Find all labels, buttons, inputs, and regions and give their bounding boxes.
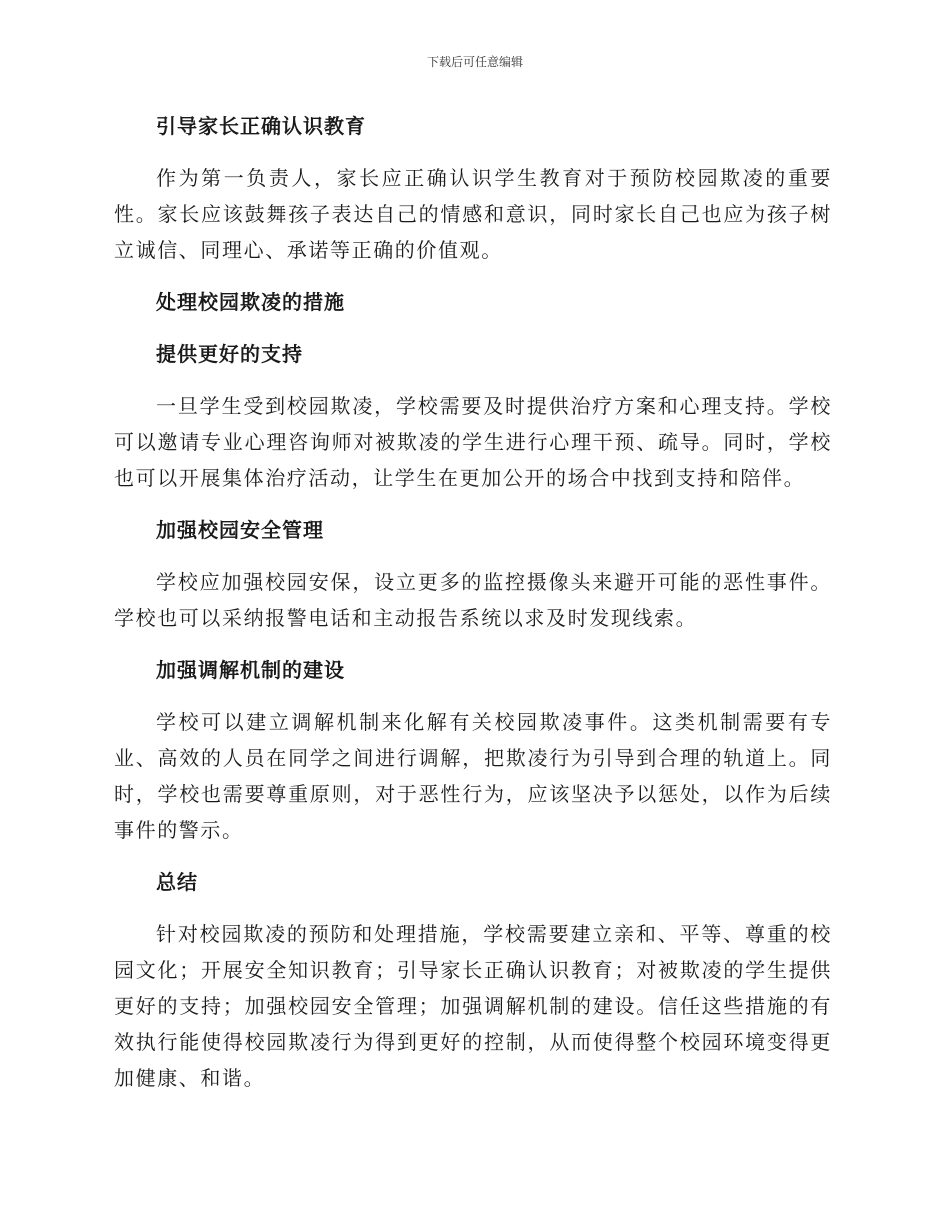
- section-heading: 提供更好的支持: [156, 342, 303, 366]
- section-paragraph: 学校应加强校园安保，设立更多的监控摄像头来避开可能的恶性事件。学校也可以采纳报警电话和主动报告系统以求及时发现线索。: [114, 570, 832, 630]
- section-paragraph: 一旦学生受到校园欺凌，学校需要及时提供治疗方案和心理支持。学校可以邀请专业心理咨询师对被欺凌的学生进行心理干预、疏导。同时，学校也可以开展集体治疗活动，让学生在更加公开的场合中找到支持和陪伴。: [114, 394, 832, 490]
- section-paragraph: 针对校园欺凌的预防和处理措施，学校需要建立亲和、平等、尊重的校园文化；开展安全知识教育；引导家长正确认识教育；对被欺凌的学生提供更好的支持；加强校园安全管理；加强调解机制的建设。信任这些措施的有效执行能使得校园欺凌行为得到更好的控制，从而使得整个校园环境变得更加健康、和谐。: [114, 922, 832, 1090]
- document-body: [114, 108, 832, 1096]
- section-paragraph: 作为第一负责人，家长应正确认识学生教育对于预防校园欺凌的重要性。家长应该鼓舞孩子表达自己的情感和意识，同时家长自己也应为孩子树立诚信、同理心、承诺等正确的价值观。: [114, 166, 832, 262]
- section-heading: 总结: [156, 870, 198, 894]
- section-heading: 加强校园安全管理: [156, 518, 324, 542]
- section-paragraph: 学校可以建立调解机制来化解有关校园欺凌事件。这类机制需要有专业、高效的人员在同学之间进行调解，把欺凌行为引导到合理的轨道上。同时，学校也需要尊重原则，对于恶性行为，应该坚决予以惩处，以作为后续事件的警示。: [114, 710, 832, 842]
- section-heading: 处理校园欺凌的措施: [156, 290, 345, 314]
- header-note: 下载后可任意编辑: [426, 55, 523, 69]
- section-heading: 引导家长正确认识教育: [156, 114, 366, 138]
- section-heading: 加强调解机制的建设: [156, 658, 345, 682]
